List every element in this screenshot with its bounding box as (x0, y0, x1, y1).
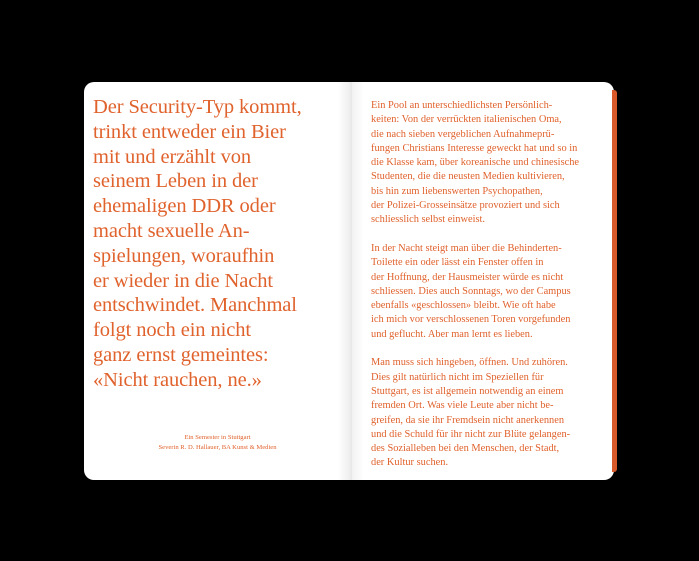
colophon (84, 433, 351, 453)
right-page (351, 82, 614, 480)
page-edge (612, 90, 617, 472)
colophon-title: Ein Semester in Stuttgart (184, 434, 251, 441)
open-book (84, 82, 618, 480)
colophon-author: Severin R. D. Hallauer, BA Kunst & Medien (158, 444, 277, 451)
paragraph-1: Ein Pool an unterschiedlichsten Persönlich- keiten: Von der verrückten italienischen Oma, die nach sieben vergeblichen Aufnahmeprü- fungen Christians Interesse geweckt hat und so in die Klasse kam, über koreanische und chinesische Studenten, die die neusten Medien kultivieren, bis hin zum liebenswerten Psychopathen, der Polizei-Grosseinsätze provoziert und sich schliesslich selbst einweist. (371, 100, 580, 226)
pull-quote: Der Security-Typ kommt, trinkt entweder ein Bier mit und erzählt von seinem Leben in der ehemaligen DDR oder macht sexuelle An- spielungen, woraufhin er wieder in die Nacht entschwindet. Manchmal folgt noch ein nicht ganz ernst gemeintes: «Nicht rauchen, ne.» (93, 96, 302, 391)
paragraph-3: Man muss sich hingeben, öffnen. Und zuhören. Dies gilt natürlich nicht im Speziellen für Stuttgart, es ist allgemein notwendig an einem fremden Ort. Was viele Leute aber nicht be- greifen, da sie ihr Fremdsein nicht anerkennen und die Schuld für ihr nicht zur Blüte gelangen- des Sozialleben bei den Menschen, der Stadt, der Kultur suchen. (371, 357, 571, 469)
body-text (371, 99, 611, 485)
paragraph-2: In der Nacht steigt man über die Behinderten- Toilette ein oder lässt ein Fenster offen in der Hoffnung, der Hausmeister würde es nicht schliessen. Dies auch Sonntags, wo der Campus ebenfalls «geschlossen» bleibt. Wie oft habe ich mich vor verschlossenen Toren vorgefunden und geflucht. Aber man lernt es lieben. (371, 242, 571, 340)
left-page (84, 82, 351, 480)
